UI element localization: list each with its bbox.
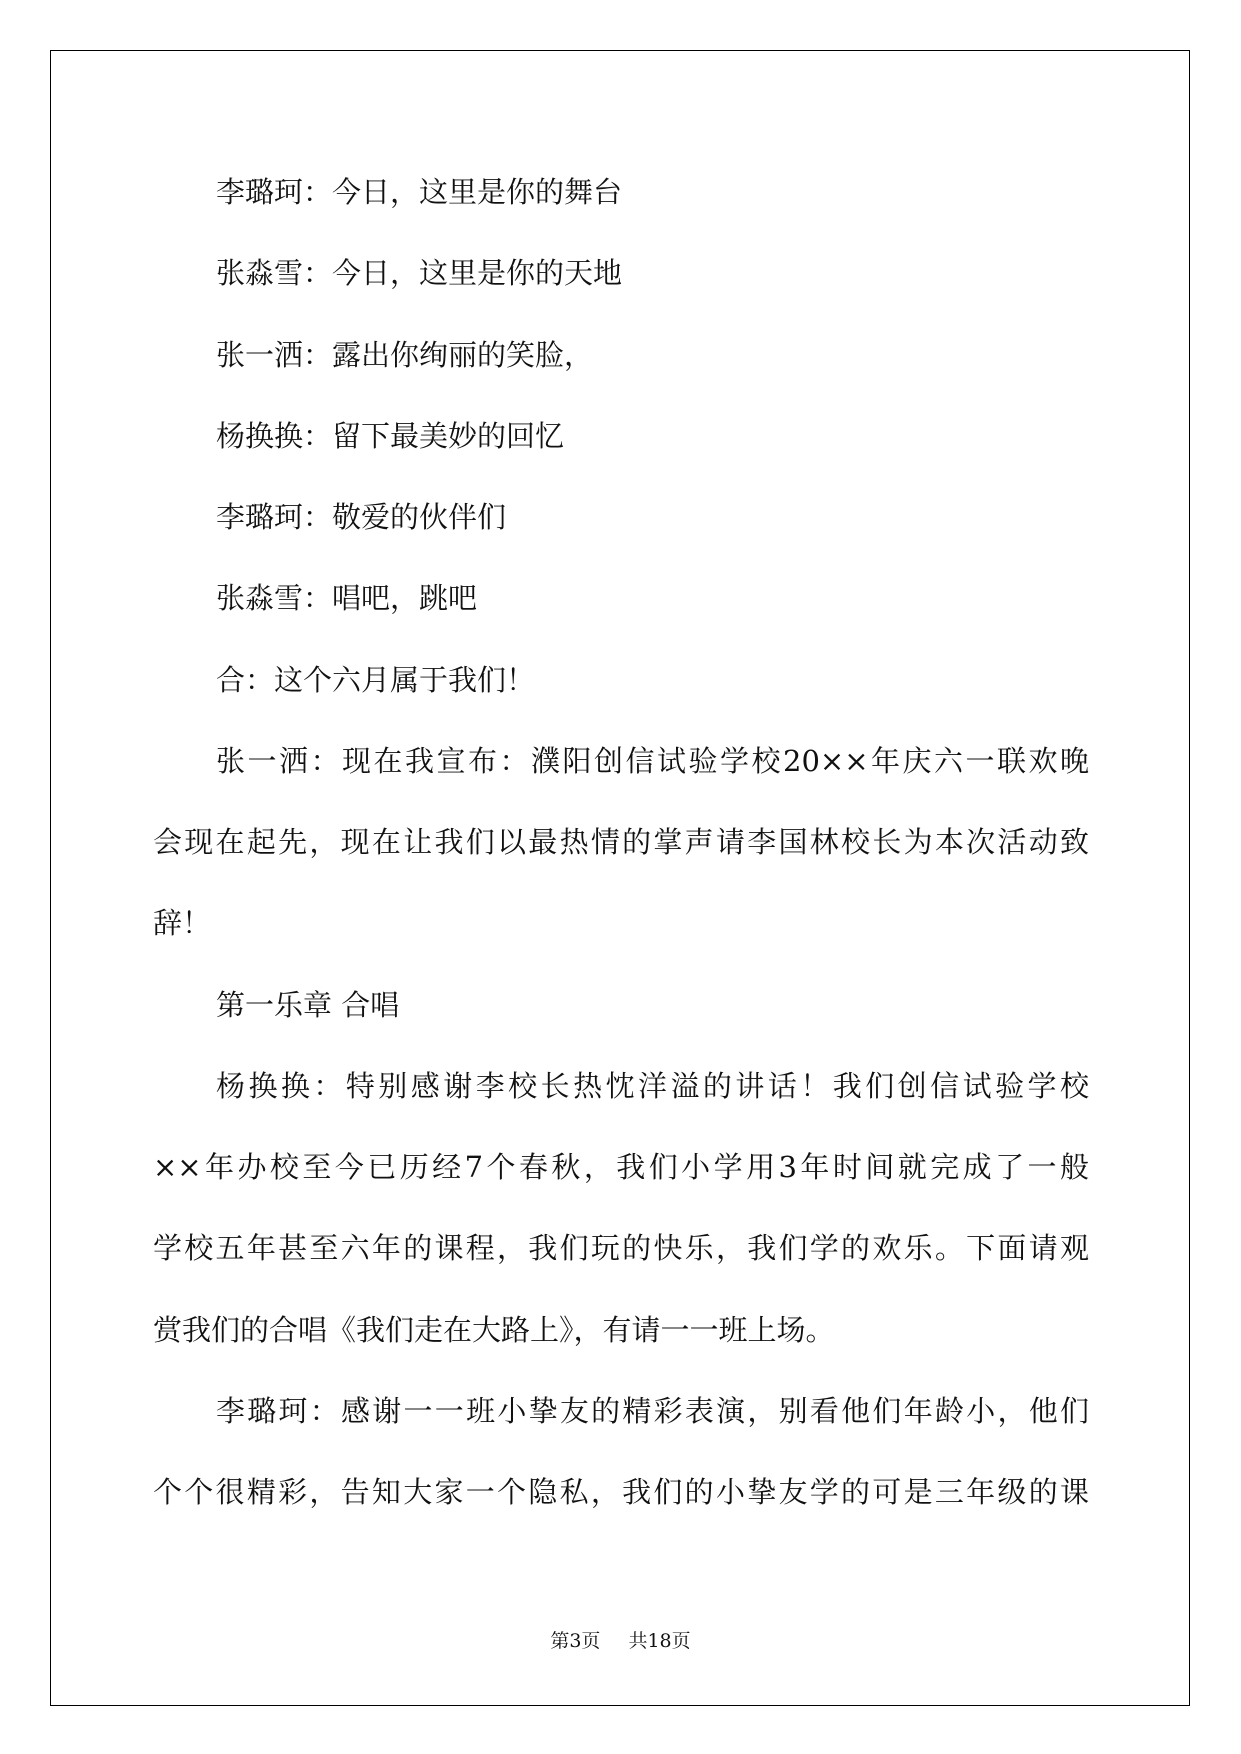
dialogue-line: 学校五年甚至六年的课程，我们玩的快乐，我们学的欢乐。下面请观	[153, 1231, 1089, 1266]
dialogue-line: 辞！	[153, 906, 212, 941]
dialogue-line: 杨换换：特别感谢李校长热忱洋溢的讲话！我们创信试验学校	[216, 1068, 1089, 1103]
dialogue-line: 杨换换：留下最美妙的回忆	[216, 418, 565, 453]
dialogue-paragraph	[153, 233, 1089, 314]
dialogue-line: 李璐珂：感谢一一班小挚友的精彩表演，别看他们年龄小，他们	[216, 1393, 1089, 1428]
dialogue-paragraph	[153, 1371, 1089, 1534]
dialogue-line: ××年办校至今已历经7个春秋，我们小学用3年时间就完成了一般	[153, 1150, 1089, 1184]
dialogue-line: 赏我们的合唱《我们走在大路上》，有请一一班上场。	[153, 1312, 835, 1347]
dialogue-line: 张淼雪：今日，这里是你的天地	[216, 256, 623, 291]
document-body	[153, 152, 1089, 1533]
dialogue-paragraph	[153, 152, 1089, 233]
section-heading	[153, 965, 1089, 1046]
dialogue-line: 李璐珂：敬爱的伙伴们	[216, 500, 507, 534]
page-number: 第3页	[550, 1630, 601, 1652]
dialogue-paragraph	[153, 721, 1089, 965]
dialogue-line: 个个很精彩，告知大家一个隐私，我们的小挚友学的可是三年级的课	[153, 1475, 1089, 1509]
section-heading-line: 第一乐章 合唱	[216, 987, 400, 1022]
page-total: 共18页	[628, 1630, 691, 1652]
dialogue-line: 张一洒：现在我宣布：濮阳创信试验学校20××年庆六一联欢晚	[216, 743, 1089, 778]
page-footer	[0, 1626, 1241, 1656]
dialogue-line: 张一洒：露出你绚丽的笑脸，	[216, 337, 594, 372]
dialogue-paragraph	[153, 640, 1089, 721]
dialogue-paragraph	[153, 396, 1089, 477]
dialogue-paragraph	[153, 477, 1089, 558]
dialogue-paragraph	[153, 558, 1089, 639]
dialogue-line: 张淼雪：唱吧，跳吧	[216, 581, 478, 616]
dialogue-paragraph	[153, 315, 1089, 396]
dialogue-line: 合：这个六月属于我们！	[216, 662, 536, 697]
dialogue-line: 李璐珂：今日，这里是你的舞台	[216, 175, 623, 209]
dialogue-line: 会现在起先，现在让我们以最热情的掌声请李国林校长为本次活动致	[153, 825, 1089, 859]
dialogue-paragraph	[153, 1046, 1089, 1371]
